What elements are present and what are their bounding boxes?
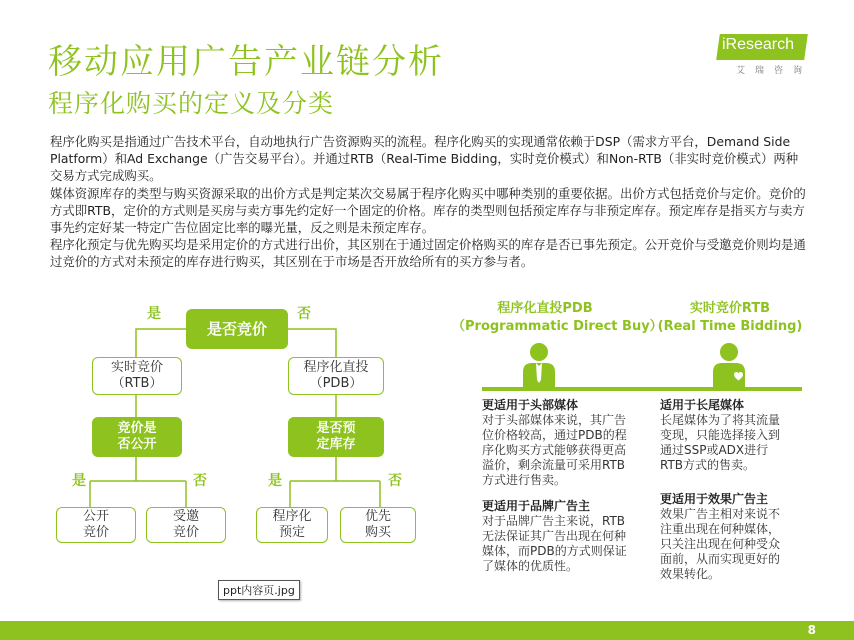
node-is-reserved: 是否预 定库存: [288, 417, 384, 457]
rtb-point-heading: 适用于长尾媒体: [660, 398, 745, 412]
pdb-point-body: 对于头部媒体来说，其广告 位价格较高，通过PDB的程 序化购买方式能够获得更高 溢价，剩余流量可采用RTB 方式进行售卖。: [482, 413, 627, 487]
intro-paragraph: 程序化预定与优先购买均是采用定价的方式进行出价，其区别在于通过固定价格购买的库存是否已事先预定。公开竞价与受邀竞价则均是通过竞价的方式对未预定的库存进行购买，其区别在于市场是否开放给所有的买方参与者。: [50, 237, 806, 270]
rtb-point-body: 长尾媒体为了将其流量 变现，只能选择接入到 通过SSP或ADX进行 RTB方式的售卖。: [660, 413, 781, 472]
node-invited-auction: 受邀 竞价: [146, 507, 226, 543]
rtb-point-2: [660, 492, 810, 582]
node-open-auction: 公开 竞价: [56, 507, 136, 543]
pdb-column-header: [452, 300, 663, 336]
comparison-divider: [482, 387, 802, 391]
rtb-title: 实时竞价RTB: [689, 301, 771, 316]
connector-root-left: [136, 329, 186, 357]
connector-right-split: [290, 457, 380, 507]
page-number: 8: [807, 623, 816, 637]
node-pdb: 程序化直投 （PDB）: [288, 357, 384, 395]
label-yes: 是: [268, 473, 282, 489]
intro-paragraph: 媒体资源库存的类型与购买资源采取的出价方式是判定某次交易属于程序化购买中哪种类别的重要依据。出价方式包括竞价与定价。竞价的方式即RTB，定价的方式则是买房与卖方事先约定好一个固定的价格。库存的类型则包括预定库存与非预定库存。预定库存是指买方与卖方事先约定好某一特定广告位固定比率的曝光量，反之则是未预定库存。: [50, 185, 806, 236]
pdb-point-2: [482, 499, 650, 574]
page-subtitle: 程序化购买的定义及分类: [48, 89, 335, 118]
label-yes: 是: [72, 473, 86, 489]
pdb-point-1: [482, 398, 650, 488]
person-heart-icon: [710, 342, 748, 388]
businessman-icon: [520, 342, 558, 388]
rtb-subtitle: (Real Time Bidding): [657, 319, 803, 334]
pdb-title: 程序化直投PDB: [497, 301, 593, 316]
rtb-point-heading: 更适用于效果广告主: [660, 492, 769, 506]
label-yes: 是: [147, 306, 161, 322]
pdb-subtitle: （Programmatic Direct Buy）: [452, 319, 663, 334]
pdb-point-heading: 更适用于品牌广告主: [482, 499, 591, 513]
filename-tooltip: ppt内容页.jpg: [218, 580, 300, 600]
label-no: 否: [297, 306, 311, 322]
rtb-column-header: [640, 300, 820, 336]
rtb-point-body: 效果广告主相对来说不 注重出现在何种媒体， 只关注出现在何种受众 面前，从而实现更好的 效果转化。: [660, 507, 781, 581]
label-no: 否: [388, 473, 402, 489]
connector-left-split: [90, 457, 186, 507]
logo-text: iResearch: [722, 36, 795, 53]
logo-cn-text: 艾瑞咨询: [736, 66, 813, 76]
node-rtb: 实时竞价 （RTB）: [92, 357, 182, 395]
node-preferred-buy: 优先 购买: [340, 507, 416, 543]
intro-paragraph: 程序化购买是指通过广告技术平台，自动地执行广告资源购买的流程。程序化购买的实现通常依赖于DSP（需求方平台，Demand Side Platform）和Ad Exchange（广告交易平台）。并通过RTB（Real-Time Bidding，实时竞价模式）和Non-RTB（非实时竞价模式）两种交易方式完成购买。: [50, 134, 799, 184]
connector-root-right: [288, 329, 336, 357]
page-title: 移动应用广告产业链分析: [48, 42, 444, 82]
pdb-point-heading: 更适用于头部媒体: [482, 398, 579, 412]
node-programmatic-reserved: 程序化 预定: [256, 507, 328, 543]
footer-bar: [0, 621, 854, 640]
node-is-bidding: 是否竞价: [186, 309, 288, 349]
label-no: 否: [193, 473, 207, 489]
node-is-public: 竞价是 否公开: [92, 417, 182, 457]
rtb-point-1: [660, 398, 810, 473]
pdb-point-body: 对于品牌广告主来说，RTB 无法保证其广告出现在何种 媒体，而PDB的方式则保证 了媒体的优质性。: [482, 514, 627, 573]
